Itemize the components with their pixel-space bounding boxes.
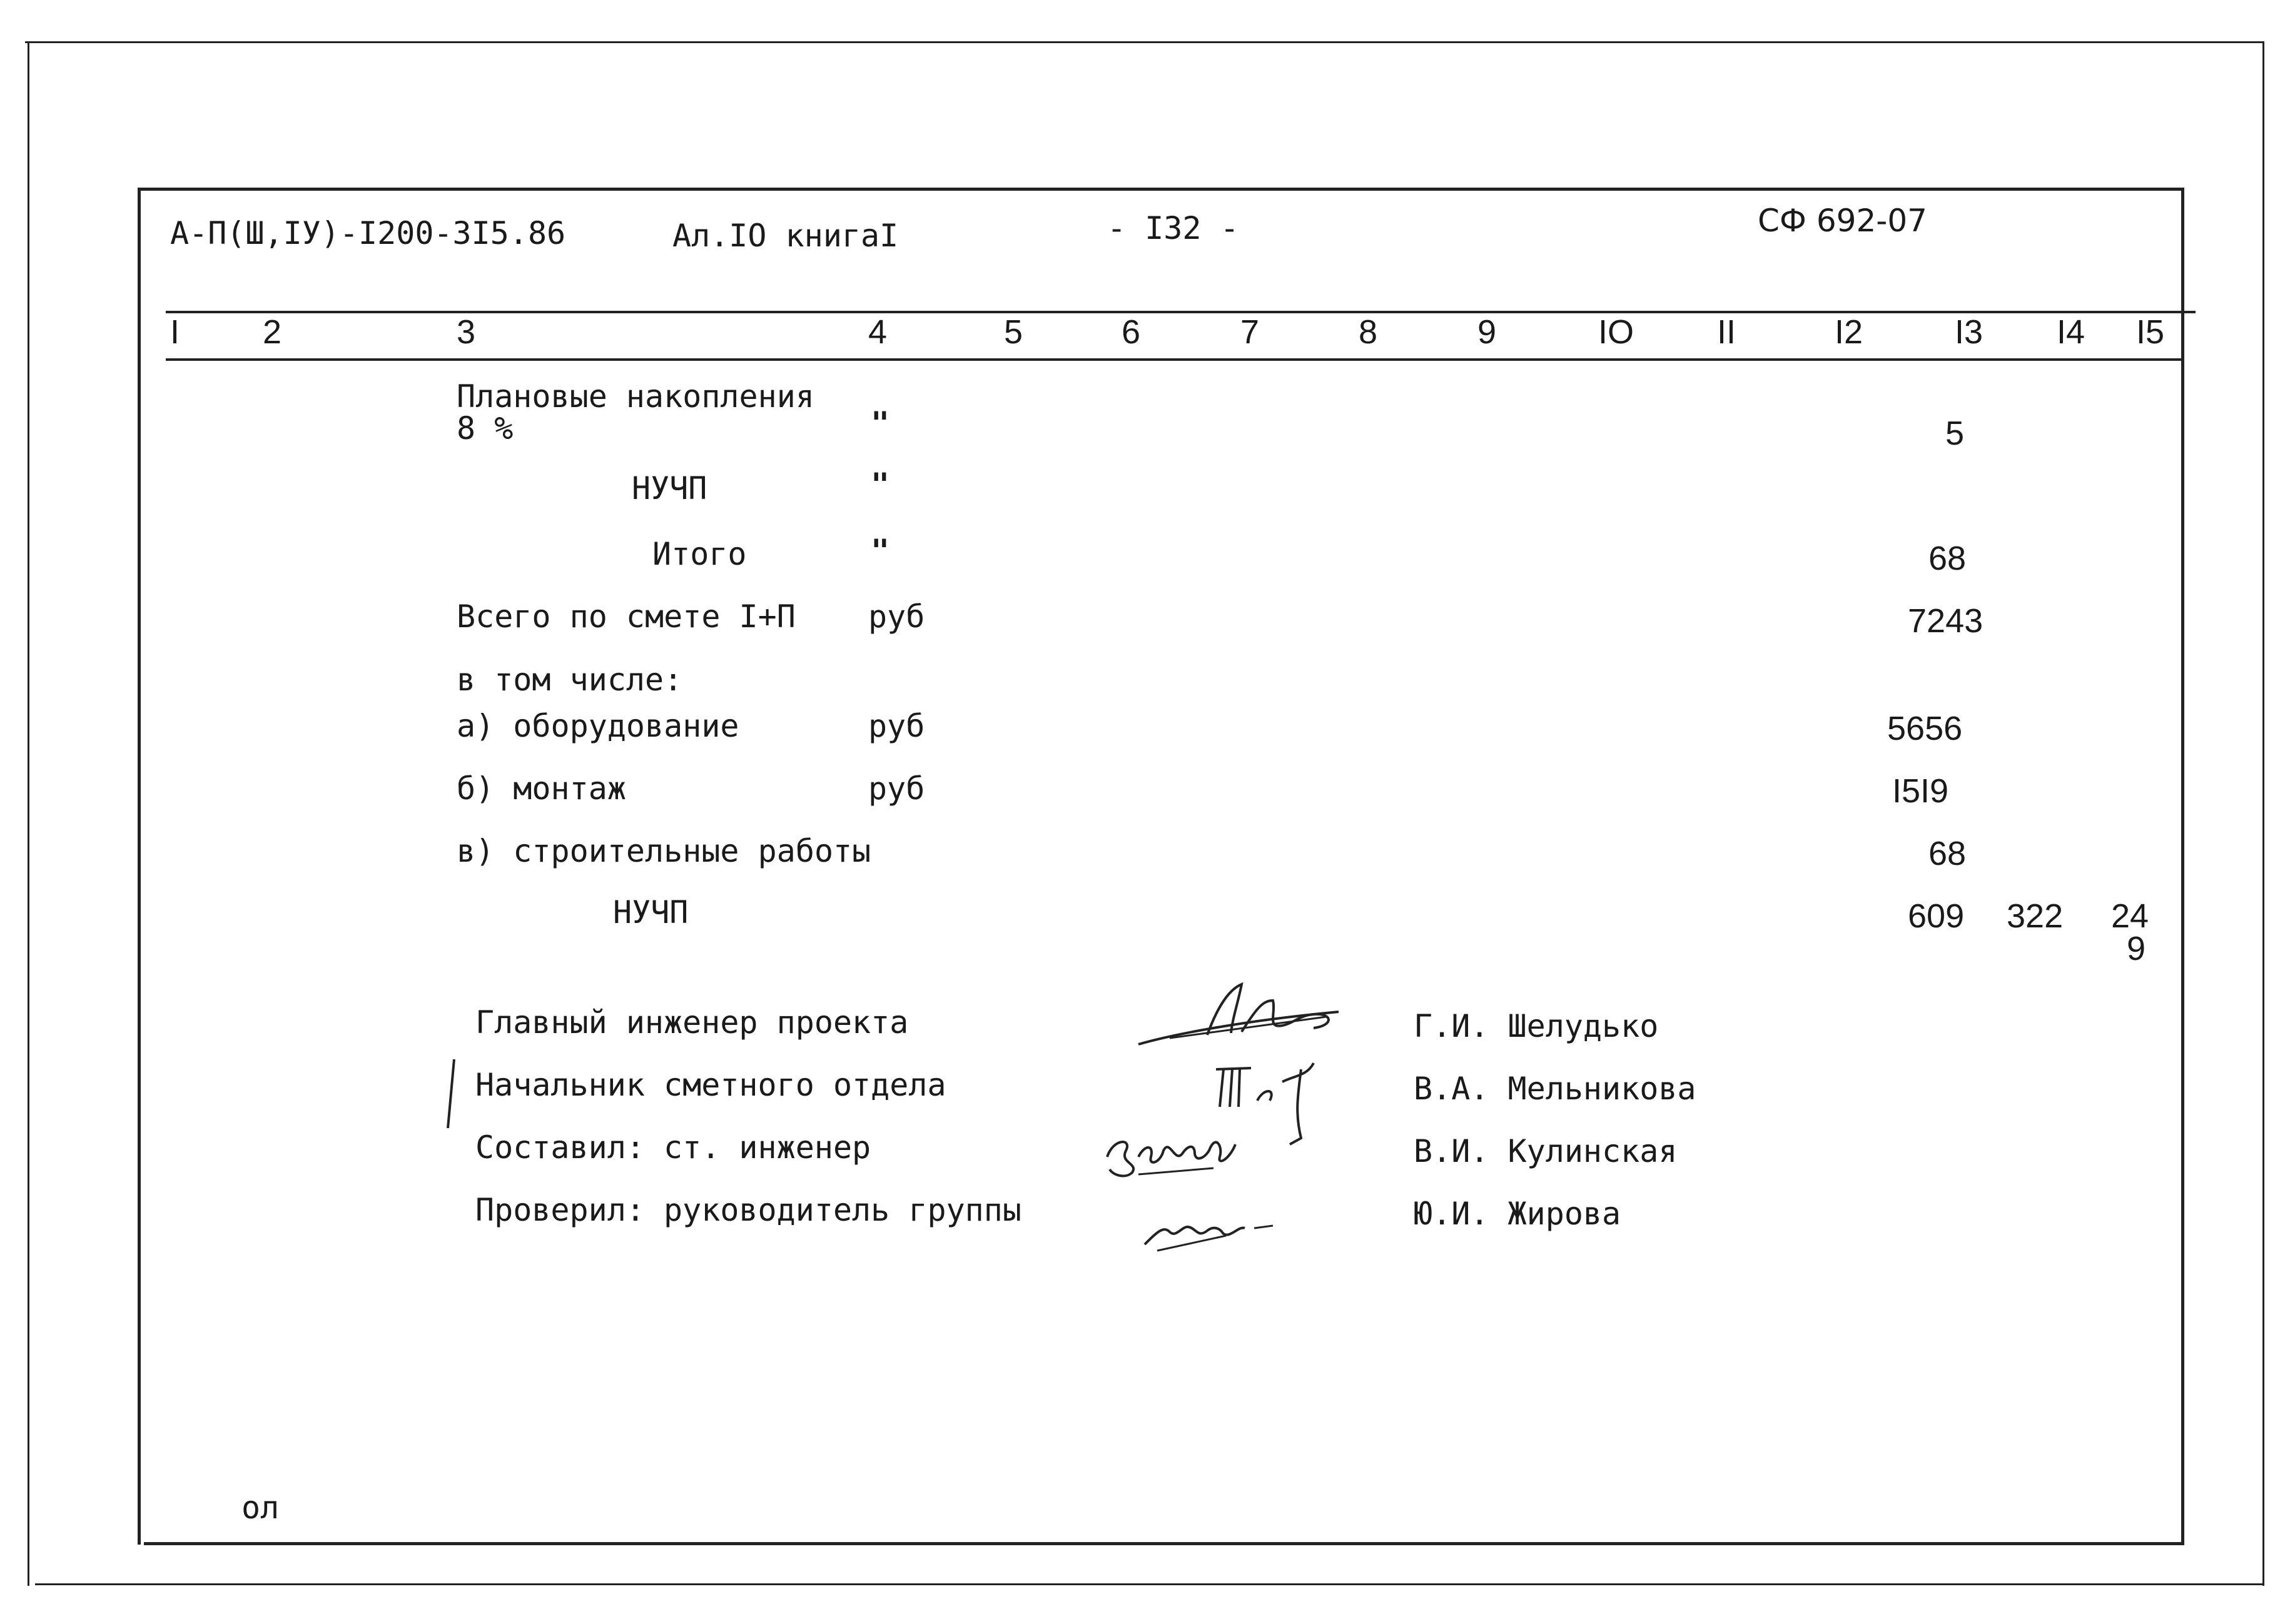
nuchp-label-1: НУЧП [632, 470, 707, 507]
column-number-10: IО [1598, 313, 1634, 351]
column-number-14: I4 [2057, 313, 2085, 351]
inner-frame-bottom [144, 1542, 2184, 1545]
document-code: А-П(Ш,IУ)-I200-3I5.86 [170, 215, 566, 251]
planned-accruals-label: Плановые накопления [457, 378, 814, 415]
sheet-code: СФ 692-07 [1758, 203, 1927, 239]
column-number-4: 4 [868, 313, 888, 351]
total-unit: " [871, 533, 890, 569]
role-head-estimate-dept: Начальник сметного отдела [475, 1067, 946, 1103]
column-header-bottom-rule [166, 358, 2181, 361]
outer-frame-bottom [35, 1583, 2263, 1585]
name-compiled-by: В.И. Кулинская [1414, 1133, 1678, 1169]
construction-label: в) строительные работы [457, 833, 871, 869]
name-chief-engineer: Г.И. Шелудько [1414, 1008, 1659, 1044]
column-number-9: 9 [1477, 313, 1497, 351]
equipment-label: а) оборудование [457, 708, 739, 744]
column-number-12: I2 [1835, 313, 1863, 351]
mounting-label: б) монтаж [457, 770, 626, 807]
nuchp-value-col15-bottom: 9 [2127, 930, 2146, 967]
signature-compiled-by [1101, 1119, 1245, 1182]
inner-frame-right [2181, 188, 2184, 1545]
role-checked-by: Проверил: руководитель группы [475, 1192, 1021, 1228]
column-number-2: 2 [263, 313, 282, 351]
grand-total-label: Всего по смете I+П [457, 598, 796, 635]
signature-chief-engineer [1132, 976, 1357, 1051]
page-number: - I32 - [1107, 210, 1239, 246]
column-number-6: 6 [1122, 313, 1141, 351]
outer-frame-right [2262, 41, 2264, 1586]
name-checked-by: Ю.И. Жирова [1414, 1196, 1621, 1232]
equipment-value: 5656 [1887, 710, 1963, 747]
mounting-unit: руб [868, 770, 925, 807]
column-number-13: I3 [1955, 313, 1983, 351]
outer-frame-left [28, 41, 29, 1586]
column-number-1: I [170, 313, 180, 351]
planned-accruals-unit: " [871, 405, 890, 441]
inner-frame-left [138, 188, 141, 1545]
nuchp-value-col13: 609 [1908, 897, 1965, 935]
construction-value: 68 [1928, 835, 1967, 872]
column-number-15: I5 [2136, 313, 2165, 351]
column-number-3: 3 [457, 313, 476, 351]
column-number-8: 8 [1359, 313, 1378, 351]
nuchp-value-col14: 322 [2007, 897, 2064, 935]
grand-total-value: 7243 [1908, 602, 1983, 640]
total-value: 68 [1928, 540, 1967, 577]
nuchp-value-col15-top: 24 [2111, 897, 2149, 935]
album-label: Ал.IО книгаI [672, 218, 899, 254]
planned-accruals-percent: 8 % [457, 410, 514, 446]
inner-frame-top [138, 188, 2184, 191]
name-head-estimate-dept: В.А. Мельникова [1414, 1071, 1696, 1107]
footer-mark: ол [241, 1490, 280, 1526]
column-number-5: 5 [1004, 313, 1023, 351]
including-label: в том числе: [457, 662, 683, 698]
planned-accruals-value: 5 [1945, 415, 1965, 452]
signature-checked-by [1138, 1201, 1289, 1257]
column-number-7: 7 [1240, 313, 1260, 351]
outer-frame-top [25, 41, 2264, 43]
total-label: Итого [652, 536, 747, 572]
nuchp-unit-1: " [871, 467, 890, 503]
column-number-11: II [1717, 313, 1736, 351]
nuchp-label-2: НУЧП [613, 894, 689, 931]
role-compiled-by: Составил: ст. инженер [475, 1129, 871, 1166]
equipment-unit: руб [868, 708, 925, 744]
margin-tick-mark [445, 1057, 458, 1132]
grand-total-unit: руб [868, 598, 925, 635]
mounting-value: I5I9 [1892, 772, 1949, 810]
role-chief-engineer: Главный инженер проекта [475, 1004, 909, 1041]
